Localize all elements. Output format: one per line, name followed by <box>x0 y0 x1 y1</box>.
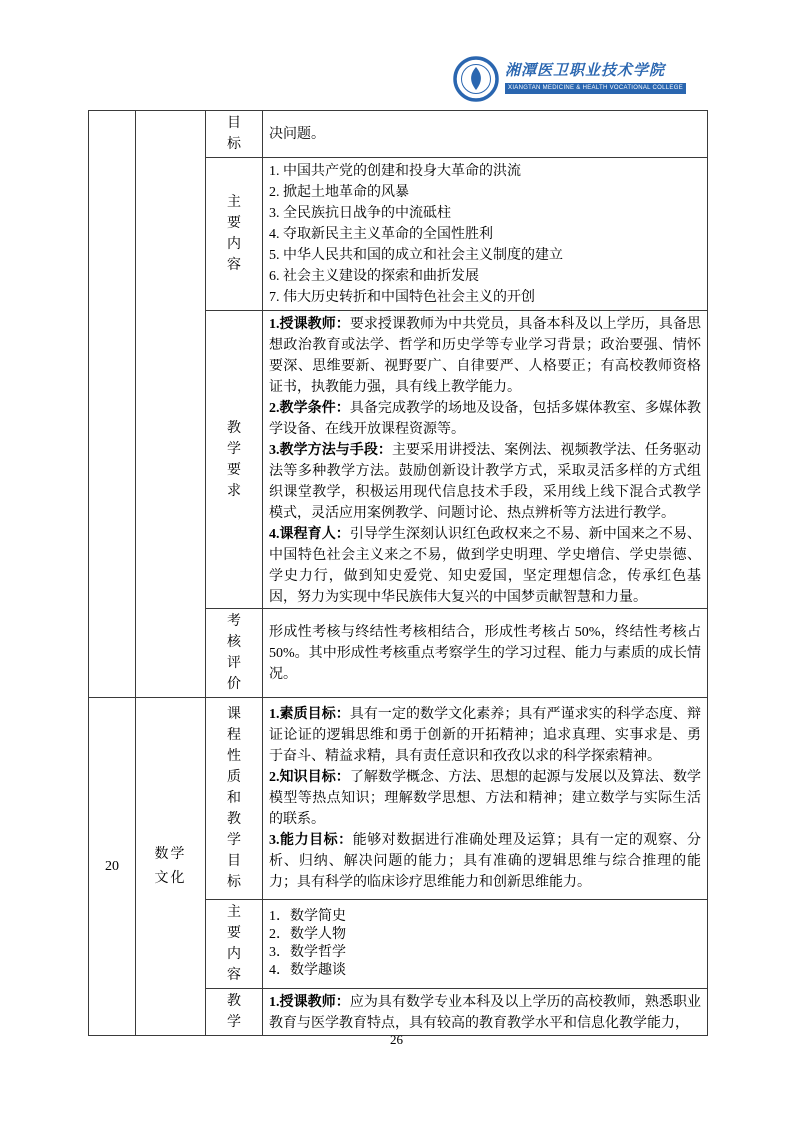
assessment-cell <box>263 609 708 698</box>
content-item: 1．数学简史 <box>269 909 346 924</box>
content-item: 3. 全民族抗日战争的中流砥柱 <box>269 205 451 221</box>
row-label-teaching-partial-text: 教学 <box>227 994 241 1030</box>
row-label-main-content-text: 主要内容 <box>227 195 241 273</box>
row-label-teaching-requirements-text: 教学要求 <box>227 420 241 499</box>
row-label-goal-text: 目标 <box>227 116 241 152</box>
content-item: 2．数学人物 <box>269 927 346 942</box>
teaching-partial-cell <box>263 989 708 1036</box>
course-number-cell <box>89 698 136 1036</box>
paragraph-body: 具备完成教学的场地及设备，包括多媒体教室、多媒体教学设备、在线开放课程资源等。 <box>269 400 701 437</box>
row-label-goal <box>206 111 263 158</box>
paragraph-head: 3.能力目标： <box>269 833 353 848</box>
course-number-cell-empty <box>89 111 136 698</box>
content-item: 4．数学趣谈 <box>269 963 346 978</box>
course-nature-cell <box>263 698 708 900</box>
row-label-main-content-2-text: 主要内容 <box>227 905 241 983</box>
content-item: 2. 掀起土地革命的风暴 <box>269 184 409 200</box>
goal-continuation-text: 决问题。 <box>269 126 325 142</box>
teaching-paragraph <box>269 398 701 440</box>
paragraph-body: 引导学生深刻认识红色政权来之不易、新中国来之不易、中国特色社会主义来之不易，做到学史明理、学史增信、学史崇德、学史力行，做到知史爱党、知史爱国，坚定理想信念，传承红色基因，努力为实现中华民族伟大复兴的中国梦贡献智慧和力量。 <box>269 526 701 605</box>
goal-continuation-cell <box>263 111 708 158</box>
course-name-cell <box>136 698 206 1036</box>
paragraph-body: 能够对数据进行准确处理及运算；具有一定的观察、分析、归纳、解决问题的能力；具有准确的逻辑思维与综合推理的能力；具有科学的临床诊疗思维能力和创新思维能力。 <box>269 833 701 890</box>
paragraph-head: 3.教学方法与手段： <box>269 442 392 458</box>
nature-paragraph <box>269 767 701 830</box>
row-label-main-content <box>206 158 263 311</box>
main-content-cell <box>263 158 708 311</box>
table-row <box>89 698 708 900</box>
row-label-main-content-2 <box>206 900 263 989</box>
paragraph-head: 1.授课教师： <box>269 995 350 1010</box>
assessment-text: 形成性考核与终结性考核相结合，形成性考核占 50%，终结性考核占50%。其中形成性考核重点考察学生的学习过程、能力与素质的成长情况。 <box>269 624 701 682</box>
teaching-paragraph <box>269 524 701 606</box>
row-label-teaching-requirements <box>206 311 263 609</box>
main-content-2-cell <box>263 900 708 989</box>
college-logo <box>453 56 686 107</box>
paragraph-head: 1.素质目标： <box>269 707 350 722</box>
teaching-paragraph <box>269 992 701 1032</box>
teaching-paragraph <box>269 314 701 398</box>
course-number: 20 <box>105 858 119 874</box>
content-item: 7. 伟大历史转折和中国特色社会主义的开创 <box>269 289 535 305</box>
content-item: 3．数学哲学 <box>269 945 346 960</box>
paragraph-head: 4.课程育人： <box>269 526 350 542</box>
paragraph-body: 应为具有数学专业本科及以上学历的高校教师，熟悉职业教育与医学教育特点，具有较高的教育教学水平和信息化教学能力， <box>269 995 701 1031</box>
content-item: 4. 夺取新民主主义革命的全国性胜利 <box>269 226 493 242</box>
paragraph-head: 2.知识目标： <box>269 770 350 785</box>
teaching-requirements-cell <box>263 311 708 609</box>
content-item: 1. 中国共产党的创建和投身大革命的洪流 <box>269 163 521 179</box>
course-name-cell-empty <box>136 111 206 698</box>
table-row <box>89 111 708 158</box>
row-label-course-nature <box>206 698 263 900</box>
row-label-assessment-text: 考核评价 <box>227 614 241 692</box>
college-emblem-icon <box>453 56 499 107</box>
row-label-teaching-partial <box>206 989 263 1036</box>
teaching-paragraph <box>269 440 701 524</box>
row-label-course-nature-text: 课程性质和教学目标 <box>227 707 241 890</box>
college-name-calligraphy: 湘潭医卫职业技术学院 <box>505 61 666 79</box>
content-item: 5. 中华人民共和国的成立和社会主义制度的建立 <box>269 247 563 263</box>
paragraph-head: 2.教学条件： <box>269 400 350 416</box>
paragraph-body: 具有一定的数学文化素养；具有严谨求实的科学态度、辩证论证的逻辑思维和勇于创新的开拓精神；追求真理、实事求是、勇于奋斗、精益求精，具有责任意识和孜孜以求的科学探索精神。 <box>269 707 701 764</box>
course-table <box>88 110 708 1036</box>
page-number: 26 <box>390 1032 403 1047</box>
course-name: 数学文化 <box>154 846 187 886</box>
paragraph-body: 了解数学概念、方法、思想的起源与发展以及算法、数学模型等热点知识；理解数学思想、方法和精神；建立数学与实际生活的联系。 <box>269 770 701 827</box>
nature-paragraph <box>269 830 701 893</box>
paragraph-body: 主要采用讲授法、案例法、视频教学法、任务驱动法等多种教学方法。鼓励创新设计教学方式，采取灵活多样的方式组织课堂教学，积极运用现代信息技术手段，采用线上线下混合式教学模式，灵活应用案例教学、问题讨论、热点辨析等方法进行教学。 <box>269 442 701 521</box>
paragraph-head: 1.授课教师： <box>269 316 350 332</box>
content-item: 6. 社会主义建设的探索和曲折发展 <box>269 268 479 284</box>
college-name-block <box>505 56 686 94</box>
row-label-assessment <box>206 609 263 698</box>
paragraph-body: 要求授课教师为中共党员，具备本科及以上学历，具备思想政治教育或法学、哲学和历史学等专业学习背景；政治要强、情怀要深、思维要新、视野要广、自律要严、人格要正；有高校教师资格证书，执教能力强，具有线上教学能力。 <box>269 316 701 395</box>
nature-paragraph <box>269 704 701 767</box>
college-name-english: XIANGTAN MEDICINE & HEALTH VOCATIONAL COLLEGE <box>505 83 686 94</box>
